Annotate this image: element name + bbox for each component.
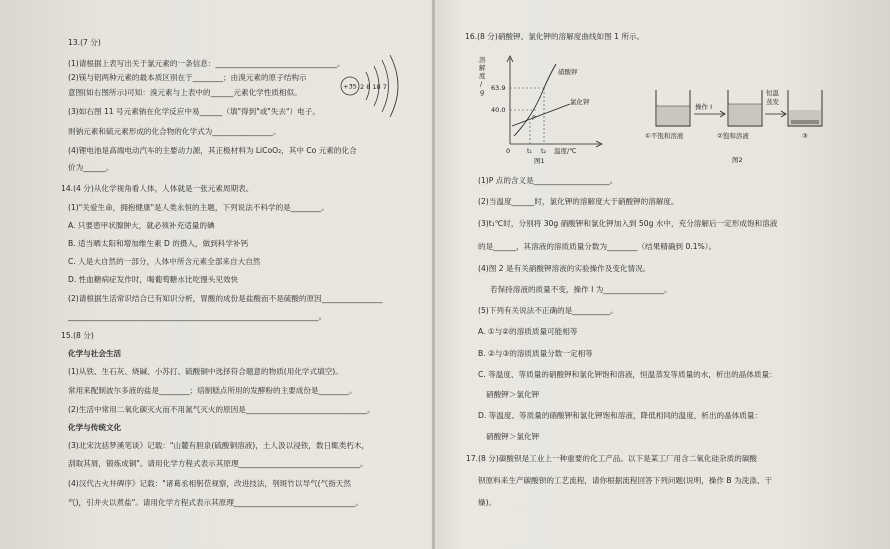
q15-line: 刮取其屑，锻炼成铜"。请用化学方程式表示其原理________________________________。 <box>68 459 368 468</box>
q17-line: 钡原料来生产碳酸钡的工艺流程，请你根据流程回答下列问题(说明，操作 B 为洗涤、干 <box>478 476 772 485</box>
atom-shells: 2 8 18 7 <box>360 83 387 91</box>
q16-line: 若保持溶液的质量不变，操作 I 为________________。 <box>490 285 672 294</box>
q16-line: (2)当温度______时，氯化钾的溶解度大于硝酸钾的溶解度。 <box>478 197 679 206</box>
q15-heading: 15.(8 分) <box>61 331 94 340</box>
point-p-label: P <box>532 114 536 122</box>
q16-line: (4)图 2 是有关硝酸钾溶液的实验操作及变化情况。 <box>478 264 651 273</box>
q13-line: 意图(如右图所示)可知：溴元素与上表中的______元素化学性质相似。 <box>68 88 302 97</box>
tick-40-0: 40.0 <box>491 106 506 114</box>
q15-subheading: 化学与社会生活 <box>68 349 122 358</box>
q16-line: (3)t₁℃时，分别将 30g 硝酸钾和氯化钾加入到 50g 水中，充分溶解后一定形成饱和溶液 <box>478 219 778 228</box>
figure2-caption: 图2 <box>732 156 743 164</box>
kcl-curve <box>512 104 570 126</box>
beaker-2-label: ②饱和溶液 <box>717 132 749 140</box>
q15-line: (2)生活中常用二氧化碳灭火而不用氮气灭火的原因是________________________________。 <box>68 405 375 414</box>
q15-line: (3)北宋沈括梦溪笔谈》记载："山麓有胆泉(硫酸铜溶液)，土人汲以浸铁，数日辄类朽木， <box>68 441 370 450</box>
q16-option-c-answer: 硝酸钾＞氯化钾 <box>486 390 540 399</box>
q13-line: 则钠元素和硫元素形成的化合物的化学式为________________。 <box>68 127 281 136</box>
experiment-figure <box>640 76 840 168</box>
q17-line: 燥)。 <box>478 498 497 507</box>
operation-1-label: 操作 I <box>695 103 712 111</box>
tick-t2: t₂ <box>541 147 547 155</box>
q16-option-d: D. 等温度、等质量的硝酸钾和氯化钾饱和溶液，降低相同的温度，析出的晶体质量： <box>478 411 763 420</box>
q16-line: (5)下列有关说法不正确的是__________。 <box>478 306 618 315</box>
q15-line: 气)，引井火以煮盐"。请用化学方程式表示其原理________________________________。 <box>68 498 364 507</box>
solubility-curve-figure <box>478 52 628 166</box>
q16-line: (1)P 点的含义是____________________。 <box>478 176 618 185</box>
tick-t1: t₁ <box>527 147 533 155</box>
y-axis-label-4: / <box>480 80 483 88</box>
q13-heading: 13.(7 分) <box>68 38 101 47</box>
kcl-label: 氯化钾 <box>570 98 590 106</box>
beaker-1-label: ①不饱和溶液 <box>645 132 684 140</box>
atom-nucleus: +35 <box>343 82 357 91</box>
tick-origin: 0 <box>506 147 511 155</box>
q13-line: 价为______。 <box>68 163 114 172</box>
q14-line: (2)请根据生活常识结合已有知识分析，胃酸的成份是盐酸而不是硫酸的原因________________ <box>68 294 383 303</box>
q15-line: (1)从铁、生石灰、烧碱、小苏打、硫酸铜中选择符合题意的物质(用化学式填空)。 <box>68 367 343 376</box>
q14-option-c: C. 人是大自然的一部分，人体中所含元素全部来自大自然 <box>68 257 261 266</box>
q13-line: (2)镁与铝两种元素的最本质区别在于________；由溴元素的原子结构示 <box>68 73 307 82</box>
bromine-atom-diagram <box>338 52 414 118</box>
y-axis-label-2: 解 <box>479 64 486 72</box>
q16-option-a: A. ①与②的溶质质量可能相等 <box>478 327 578 336</box>
y-axis-label-1: 溶 <box>479 56 486 64</box>
q15-subheading: 化学与传统文化 <box>68 423 122 432</box>
tick-63-9: 63.9 <box>491 84 506 92</box>
q15-line: (4)汉代古火井碑序》记载："诸葛丞相躬莅视察，改进技法，刳斑竹以导气(气指天然 <box>68 479 351 488</box>
kno3-curve <box>514 64 556 136</box>
q17-heading: 17.(8 分)碳酸钡是工业上一种重要的化工产品。以下是某工厂用含二氧化硅杂质的碳酸 <box>466 454 758 463</box>
page-fold <box>432 0 435 549</box>
q13-line: (3)如右图 11 号元素钠在化学反应中易______（填"得到"或"失去"）电子。 <box>68 107 320 116</box>
q14-option-b: B. 适当晒太阳和增加维生素 D 的摄入，做到科学补钙 <box>68 239 249 248</box>
q14-option-d: D. 性血糖病症发作时，喝葡萄糖水比吃馒头见效快 <box>68 275 239 284</box>
y-axis-label-3: 度 <box>479 72 486 80</box>
q16-option-d-answer: 硝酸钾＞氯化钾 <box>486 432 540 441</box>
q16-option-b: B. ②与③的溶质质量分数一定相等 <box>478 349 593 358</box>
y-axis-label-5: g <box>480 88 485 96</box>
figure1-caption: 图1 <box>534 157 545 165</box>
constant-temp-label: 恒温 <box>766 89 779 97</box>
beaker-3-label: ③ <box>802 132 808 140</box>
q13-line: (4)锂电池是高端电动汽车的主要动力源，其正极材料为 LiCoO₂，其中 Co 元素的化合 <box>68 146 357 155</box>
q16-option-c: C. 等温度、等质量的硝酸钾和氯化钾饱和溶液，恒温蒸发等质量的水，析出的晶体质量： <box>478 370 777 379</box>
kno3-label: 硝酸钾 <box>558 68 578 76</box>
q14-answer-line: __________________________________________________________________。 <box>68 312 327 321</box>
q15-line: 常用来配制波尔多液的盐是________；焙制糕点所用的发酵粉的主要成份是________。 <box>68 386 357 395</box>
evaporate-label: 蒸发 <box>766 98 779 106</box>
q14-option-a: A. 只要患甲状腺肿大，就必须补充适量的碘 <box>68 221 215 230</box>
x-axis-label: 温度/℃ <box>554 147 577 155</box>
q13-line: (1)请根据上表写出关于氯元素的一条信息：________________________________。 <box>68 59 345 68</box>
q16-line: 的是______，其溶液的溶质质量分数为________（结果精确到 0.1%）。 <box>478 242 717 251</box>
q16-heading: 16.(8 分)硝酸钾、氯化钾的溶解度曲线如图 1 所示。 <box>465 32 645 41</box>
q14-line: (1)"关爱生命，拥抱健康"是人类永恒的主题，下列说法不科学的是________。 <box>68 203 329 212</box>
q14-heading: 14.(4 分)从化学视角看人体，人体就是一张元素周期表。 <box>61 184 254 193</box>
